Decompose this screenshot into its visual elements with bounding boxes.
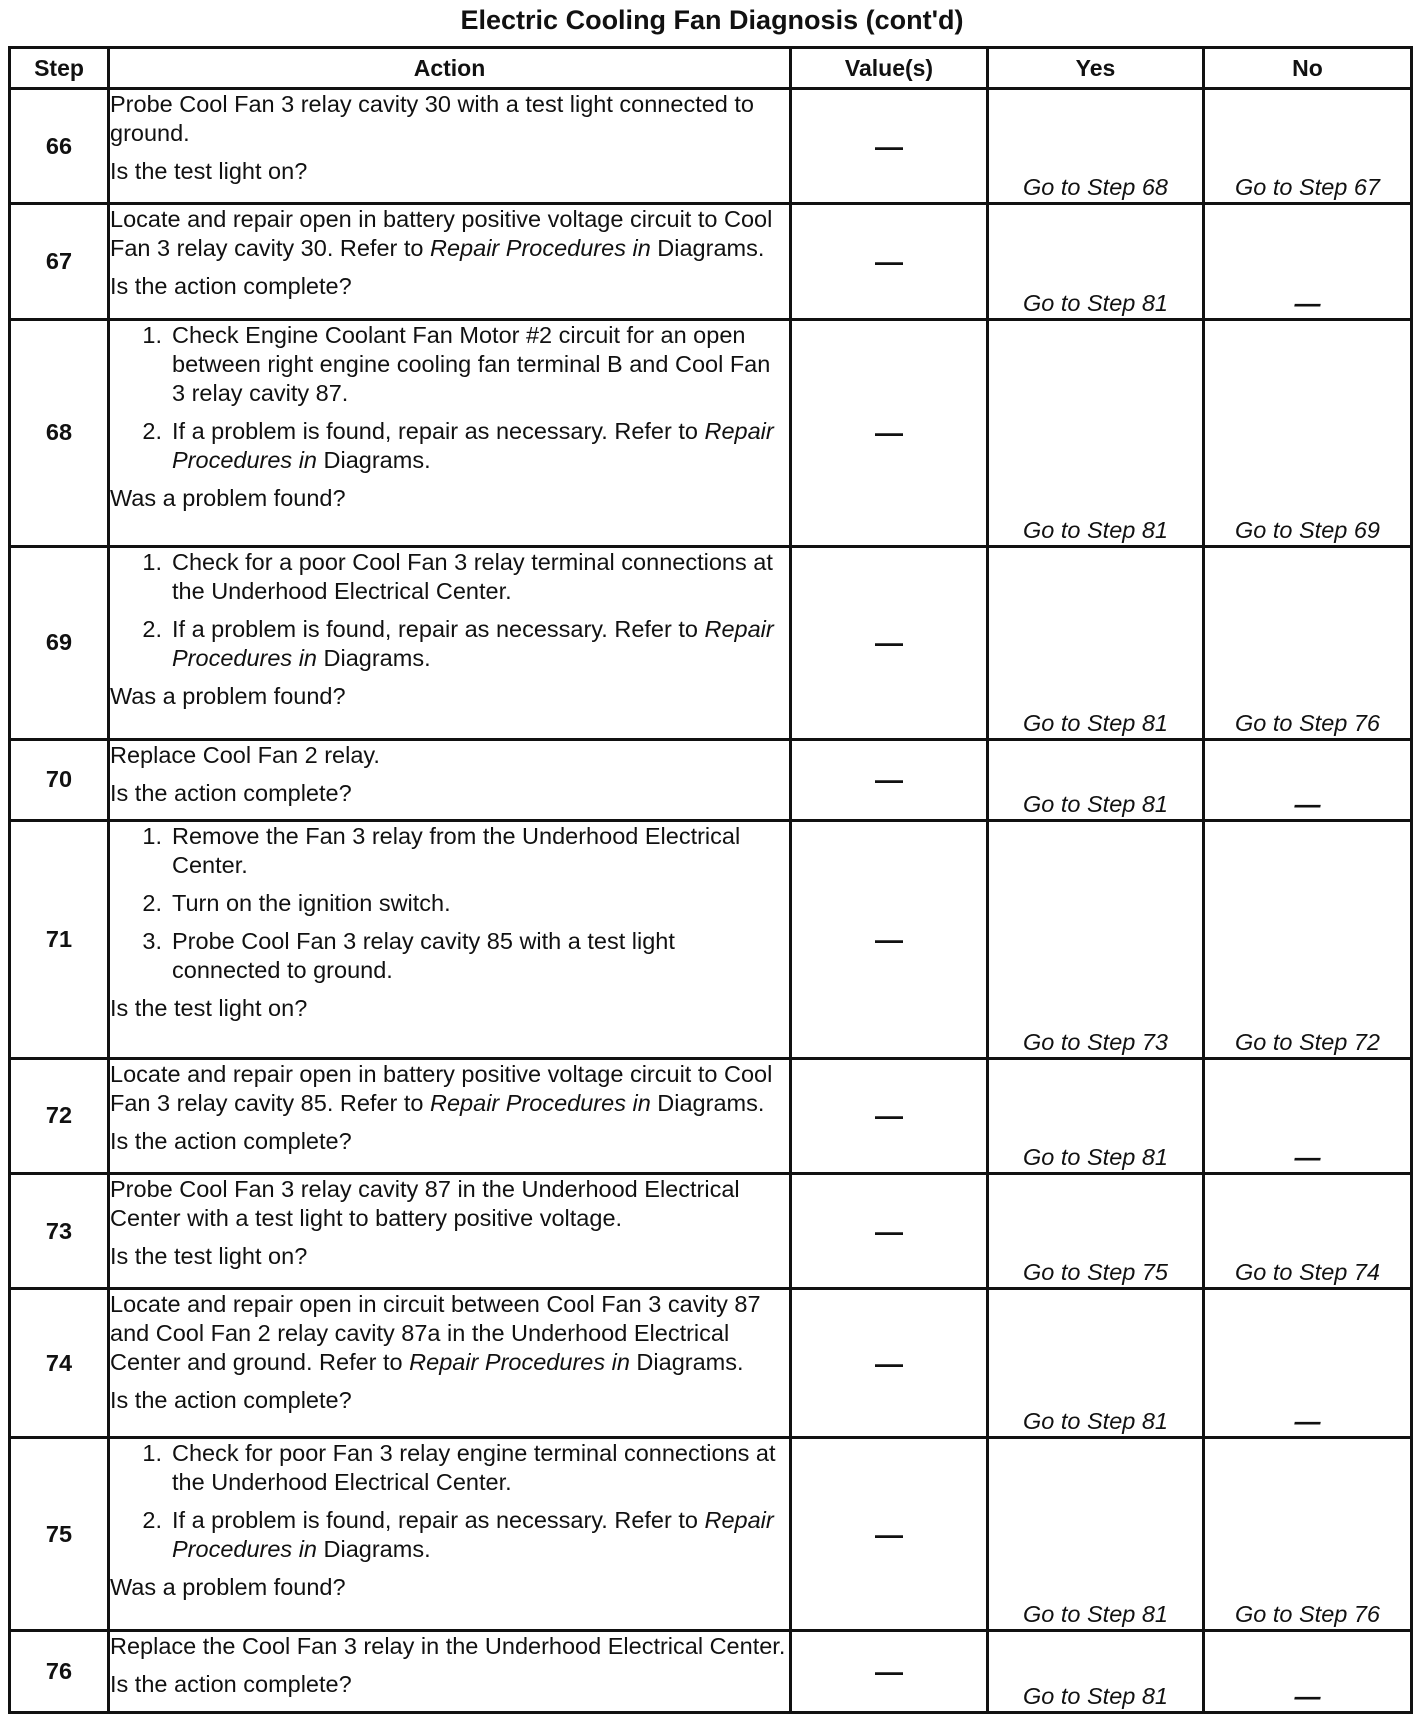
value-cell: — <box>791 204 988 319</box>
numbered-step-body: Check for poor Fan 3 relay engine terminal connections at the Underhood Electrical Center. <box>172 1440 776 1496</box>
numbered-step-text <box>172 889 789 918</box>
numbered-step-num: 2. <box>142 1507 162 1534</box>
question-text: Was a problem found? <box>110 1574 346 1601</box>
action-cell <box>109 821 791 1058</box>
header-value: Value(s) <box>791 48 988 89</box>
numbered-step-num: 2. <box>142 890 162 917</box>
no-result: — <box>1204 1631 1412 1713</box>
no-result: Go to Step 72 <box>1204 821 1412 1058</box>
numbered-step <box>110 889 789 918</box>
table-row <box>10 1289 1412 1438</box>
action-text-body: Replace Cool Fan 2 relay. <box>110 741 380 768</box>
numbered-step <box>110 822 789 880</box>
numbered-step-text <box>172 321 789 408</box>
numbered-step-text <box>172 1439 789 1497</box>
numbered-step-body: If a problem is found, repair as necessary. Refer to <box>172 417 705 444</box>
numbered-step <box>110 321 789 408</box>
action-cell <box>109 1438 791 1631</box>
repair-procedures-ref: Repair Procedures in <box>172 615 774 671</box>
value-cell: — <box>791 1438 988 1631</box>
action-text <box>110 90 789 148</box>
repair-procedures-ref: Repair Procedures in <box>430 235 651 262</box>
question-text: Is the action complete? <box>110 779 352 806</box>
numbered-step-text <box>172 822 789 880</box>
ref-tail: Diagrams. <box>629 1349 744 1376</box>
step-number: 73 <box>10 1173 109 1288</box>
step-number: 75 <box>10 1438 109 1631</box>
action-text-body: Replace the Cool Fan 3 relay in the Underhood Electrical Center. <box>110 1633 786 1660</box>
numbered-step-body: Check for a poor Cool Fan 3 relay terminal connections at the Underhood Electrical Center. <box>172 548 773 604</box>
numbered-step-body: Check Engine Coolant Fan Motor #2 circuit for an open between right engine cooling fan terminal B and Cool Fan 3 relay cavity 87. <box>172 321 771 406</box>
repair-procedures-ref: Repair Procedures in <box>172 1507 774 1563</box>
numbered-step-num: 1. <box>142 823 162 850</box>
yes-result: Go to Step 81 <box>988 319 1204 546</box>
numbered-step-text <box>172 615 789 673</box>
question-text: Is the action complete? <box>110 1671 352 1698</box>
numbered-step <box>110 1506 789 1564</box>
step-number: 70 <box>10 739 109 820</box>
value-cell: — <box>791 89 988 204</box>
value-cell: — <box>791 1631 988 1713</box>
yes-result: Go to Step 81 <box>988 1631 1204 1713</box>
numbered-step-text <box>172 548 789 606</box>
question-text: Is the test light on? <box>110 158 308 184</box>
no-result: Go to Step 76 <box>1204 1438 1412 1631</box>
header-yes: Yes <box>988 48 1204 89</box>
yes-result: Go to Step 81 <box>988 1058 1204 1173</box>
action-text-body: Locate and repair open in battery positive voltage circuit to Cool Fan 3 relay cavity 30. Refer to <box>110 206 773 262</box>
step-number: 71 <box>10 821 109 1058</box>
numbered-step-text <box>172 1506 789 1564</box>
page-title: Electric Cooling Fan Diagnosis (cont'd) <box>460 5 964 35</box>
numbered-step-text <box>172 417 789 475</box>
table-row <box>10 319 1412 546</box>
table-row <box>10 1438 1412 1631</box>
numbered-step-body: Turn on the ignition switch. <box>172 890 451 917</box>
action-cell <box>109 546 791 739</box>
table-row <box>10 1631 1412 1713</box>
question-text: Is the action complete? <box>110 1127 352 1154</box>
action-text <box>110 205 789 263</box>
numbered-step-num: 1. <box>142 548 162 575</box>
step-number: 68 <box>10 319 109 546</box>
action-cell <box>109 739 791 820</box>
numbered-step <box>110 548 789 606</box>
yes-result: Go to Step 81 <box>988 739 1204 820</box>
action-text-body: Probe Cool Fan 3 relay cavity 30 with a test light connected to ground. <box>110 91 754 146</box>
ref-tail: Diagrams. <box>650 1089 765 1116</box>
step-number: 72 <box>10 1058 109 1173</box>
value-cell: — <box>791 739 988 820</box>
numbered-step-body: Remove the Fan 3 relay from the Underhood Electrical Center. <box>172 823 741 879</box>
numbered-step <box>110 417 789 475</box>
value-cell: — <box>791 319 988 546</box>
action-cell <box>109 319 791 546</box>
action-text <box>110 1175 789 1233</box>
action-cell <box>109 89 791 204</box>
numbered-step-num: 2. <box>142 417 162 444</box>
action-text-body: Locate and repair open in circuit between Cool Fan 3 cavity 87 and Cool Fan 2 relay cavity 87a in the Underhood Electrical Center and ground. Refer to <box>110 1291 761 1376</box>
value-cell: — <box>791 546 988 739</box>
numbered-step-num: 3. <box>142 928 162 955</box>
ref-tail: Diagrams. <box>317 644 431 671</box>
ref-tail: Diagrams. <box>650 235 765 262</box>
numbered-step <box>110 927 789 985</box>
numbered-step-body: If a problem is found, repair as necessary. Refer to <box>172 615 705 642</box>
table-row <box>10 821 1412 1058</box>
yes-result: Go to Step 75 <box>988 1173 1204 1288</box>
action-text-body: Probe Cool Fan 3 relay cavity 87 in the Underhood Electrical Center with a test light to battery positive voltage. <box>110 1175 740 1231</box>
numbered-step-num: 1. <box>142 321 162 348</box>
ref-tail: Diagrams. <box>317 1536 431 1563</box>
numbered-step-text <box>172 927 789 985</box>
header-no: No <box>1204 48 1412 89</box>
header-row <box>10 48 1412 89</box>
question-text: Is the action complete? <box>110 273 352 300</box>
action-text <box>110 1290 789 1377</box>
repair-procedures-ref: Repair Procedures in <box>172 417 774 473</box>
table-row <box>10 1058 1412 1173</box>
action-cell <box>109 1173 791 1288</box>
repair-procedures-ref: Repair Procedures in <box>409 1349 630 1376</box>
yes-result: Go to Step 73 <box>988 821 1204 1058</box>
no-result: — <box>1204 1289 1412 1438</box>
step-number: 66 <box>10 89 109 204</box>
yes-result: Go to Step 68 <box>988 89 1204 204</box>
no-result: Go to Step 67 <box>1204 89 1412 204</box>
yes-result: Go to Step 81 <box>988 204 1204 319</box>
question-text: Was a problem found? <box>110 682 346 709</box>
action-cell <box>109 1058 791 1173</box>
step-number: 69 <box>10 546 109 739</box>
value-cell: — <box>791 1173 988 1288</box>
value-cell: — <box>791 821 988 1058</box>
table-row <box>10 739 1412 820</box>
step-number: 67 <box>10 204 109 319</box>
action-text-body: Locate and repair open in battery positive voltage circuit to Cool Fan 3 relay cavity 85. Refer to <box>110 1060 773 1116</box>
table-row <box>10 89 1412 204</box>
table-row <box>10 1173 1412 1288</box>
numbered-step-num: 2. <box>142 615 162 642</box>
no-result: Go to Step 69 <box>1204 319 1412 546</box>
action-text <box>110 1060 789 1118</box>
value-cell: — <box>791 1058 988 1173</box>
numbered-step <box>110 1439 789 1497</box>
diagnosis-table <box>8 46 1413 1714</box>
numbered-step-body: If a problem is found, repair as necessary. Refer to <box>172 1507 705 1534</box>
question-text: Is the test light on? <box>110 1242 308 1269</box>
no-result: — <box>1204 204 1412 319</box>
numbered-step-num: 1. <box>142 1440 162 1467</box>
header-action: Action <box>109 48 791 89</box>
no-result: Go to Step 76 <box>1204 546 1412 739</box>
table-row <box>10 204 1412 319</box>
no-result: — <box>1204 739 1412 820</box>
table-row <box>10 546 1412 739</box>
step-number: 74 <box>10 1289 109 1438</box>
repair-procedures-ref: Repair Procedures in <box>430 1089 651 1116</box>
action-cell <box>109 1289 791 1438</box>
yes-result: Go to Step 81 <box>988 1289 1204 1438</box>
question-text: Was a problem found? <box>110 484 346 511</box>
no-result: — <box>1204 1058 1412 1173</box>
question-text: Is the action complete? <box>110 1387 352 1414</box>
action-cell <box>109 204 791 319</box>
yes-result: Go to Step 81 <box>988 546 1204 739</box>
ref-tail: Diagrams. <box>317 446 431 473</box>
question-text: Is the test light on? <box>110 995 308 1022</box>
numbered-step-body: Probe Cool Fan 3 relay cavity 85 with a test light connected to ground. <box>172 928 675 984</box>
value-cell: — <box>791 1289 988 1438</box>
no-result: Go to Step 74 <box>1204 1173 1412 1288</box>
action-text <box>110 1632 789 1661</box>
step-number: 76 <box>10 1631 109 1713</box>
action-cell <box>109 1631 791 1713</box>
action-text <box>110 741 789 770</box>
numbered-step <box>110 615 789 673</box>
header-step: Step <box>10 48 109 89</box>
yes-result: Go to Step 81 <box>988 1438 1204 1631</box>
